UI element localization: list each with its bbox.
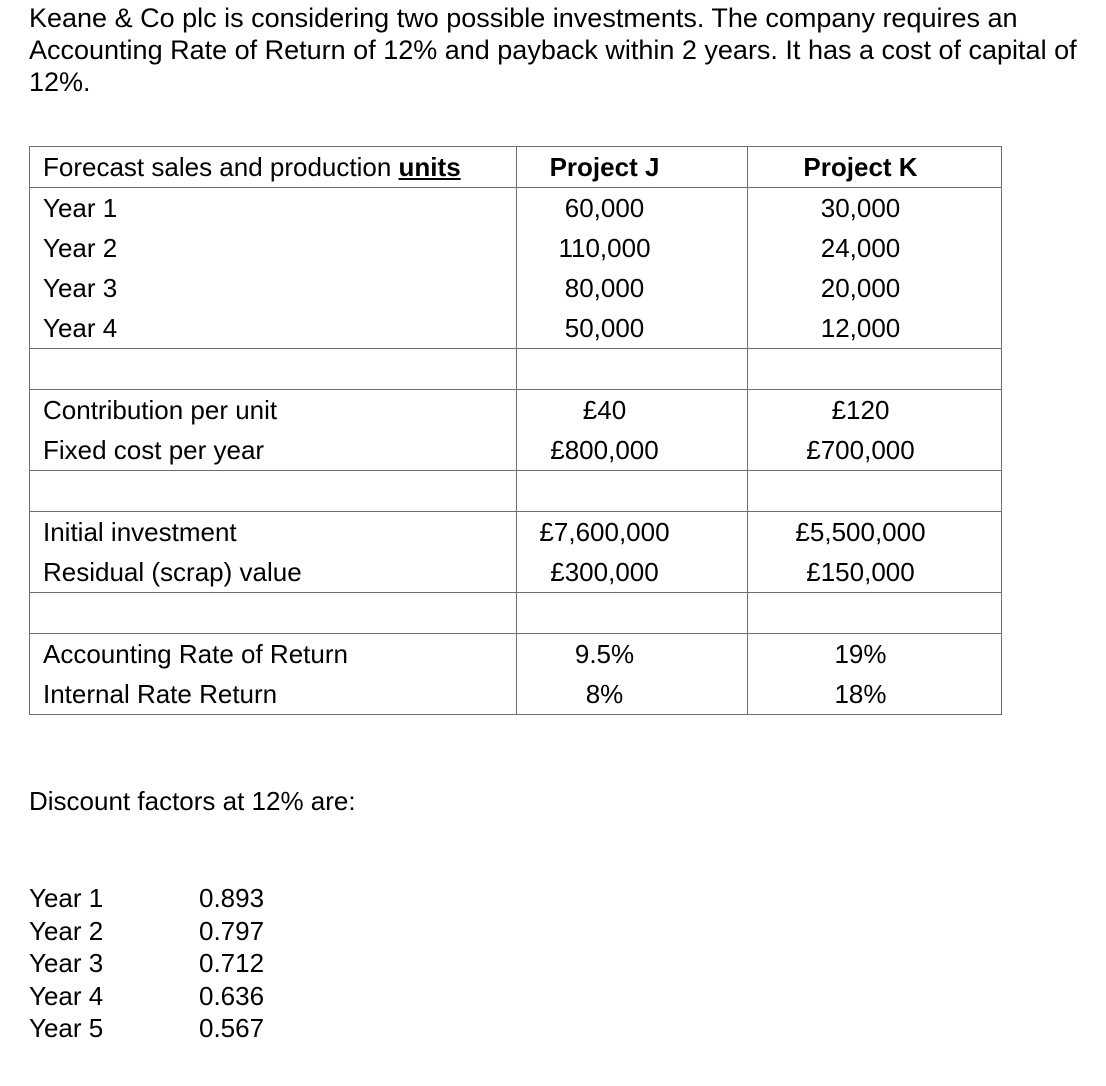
discount-factor-row — [29, 1012, 264, 1045]
discount-factor-value: 0.797 — [199, 915, 265, 946]
blank-row — [30, 593, 1002, 634]
table-row — [30, 552, 1002, 593]
discount-factor-year: Year 5 — [29, 1013, 104, 1043]
investment-table — [29, 146, 1002, 715]
sales-year-label: Year 2 — [30, 228, 517, 268]
cost-label: Contribution per unit — [30, 390, 517, 431]
sales-project-k: 24,000 — [748, 228, 1002, 268]
discount-factor-year: Year 3 — [29, 948, 104, 978]
discount-factor-value: 0.636 — [199, 980, 265, 1011]
table-row — [30, 512, 1002, 553]
blank-row — [30, 471, 1002, 512]
cost-project-j: £800,000 — [517, 430, 748, 471]
discount-factors-title: Discount factors at 12% are: — [29, 786, 356, 816]
return-project-j: 8% — [517, 674, 748, 715]
investment-project-k: £150,000 — [748, 552, 1002, 593]
cost-project-j: £40 — [517, 390, 748, 431]
table-row — [30, 674, 1002, 715]
sales-project-k: 20,000 — [748, 268, 1002, 308]
discount-factor-value: 0.893 — [199, 883, 265, 913]
table-header-row — [30, 147, 1002, 188]
investment-label: Residual (scrap) value — [30, 552, 517, 593]
sales-project-j: 80,000 — [517, 268, 748, 308]
sales-project-j: 60,000 — [517, 188, 748, 229]
discount-factor-year: Year 4 — [29, 980, 104, 1011]
sales-project-j: 50,000 — [517, 308, 748, 349]
discount-factor-row — [29, 882, 264, 915]
discount-factor-row — [29, 915, 264, 948]
table-row — [30, 430, 1002, 471]
discount-factor-row — [29, 947, 264, 980]
header-label — [30, 147, 517, 188]
table-row — [30, 308, 1002, 349]
table-row — [30, 228, 1002, 268]
cost-project-k: £120 — [748, 390, 1002, 431]
intro-paragraph: Keane & Co plc is considering two possible investments. The company requires an Accounting Rate of Return of 12% and payback within 2 years. It has a cost of capital of 12%. — [29, 3, 1077, 97]
investment-project-k: £5,500,000 — [748, 512, 1002, 553]
sales-year-label: Year 1 — [30, 188, 517, 229]
blank-row — [30, 349, 1002, 390]
discount-factor-year: Year 1 — [29, 883, 104, 913]
return-label: Internal Rate Return — [30, 674, 517, 715]
return-label: Accounting Rate of Return — [30, 634, 517, 675]
discount-factors-table — [29, 882, 264, 1045]
sales-project-j: 110,000 — [517, 228, 748, 268]
return-project-k: 18% — [748, 674, 1002, 715]
discount-factor-value: 0.567 — [199, 1013, 265, 1043]
table-row — [30, 188, 1002, 229]
discount-factor-row — [29, 980, 264, 1013]
header-label-units: units — [398, 151, 461, 182]
discount-factor-value: 0.712 — [199, 948, 265, 978]
header-label-prefix: Forecast sales and production — [43, 151, 399, 182]
header-project-j: Project J — [517, 147, 748, 188]
investment-project-j: £7,600,000 — [517, 512, 748, 553]
table-row — [30, 268, 1002, 308]
cost-label: Fixed cost per year — [30, 430, 517, 471]
investment-label: Initial investment — [30, 512, 517, 553]
return-project-j: 9.5% — [517, 634, 748, 675]
sales-year-label: Year 3 — [30, 268, 517, 308]
header-project-k: Project K — [748, 147, 1002, 188]
sales-project-k: 12,000 — [748, 308, 1002, 349]
discount-factor-year: Year 2 — [29, 915, 104, 946]
table-row — [30, 390, 1002, 431]
table-row — [30, 634, 1002, 675]
sales-year-label: Year 4 — [30, 308, 517, 349]
return-project-k: 19% — [748, 634, 1002, 675]
cost-project-k: £700,000 — [748, 430, 1002, 471]
sales-project-k: 30,000 — [748, 188, 1002, 229]
investment-project-j: £300,000 — [517, 552, 748, 593]
